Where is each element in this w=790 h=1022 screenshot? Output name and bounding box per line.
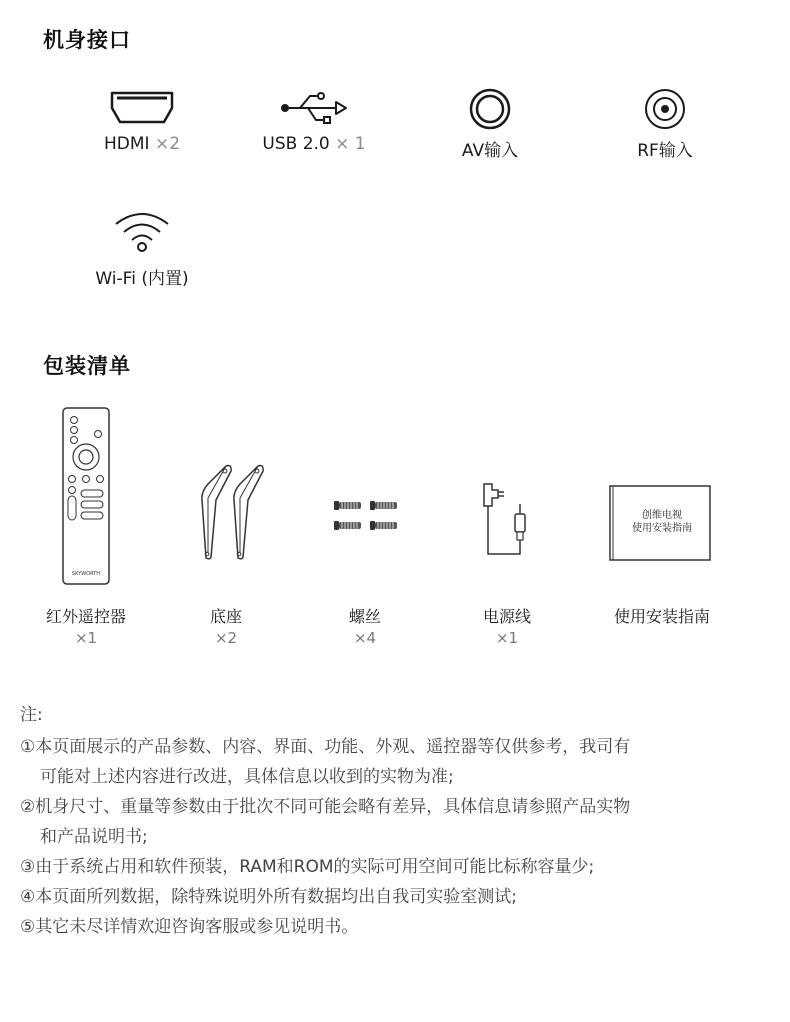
port-rf-label: RF输入 xyxy=(637,141,693,161)
rf-icon xyxy=(643,88,687,130)
usb-icon xyxy=(278,88,350,128)
notes-heading: 注: xyxy=(20,705,43,725)
package-item-name: 电源线 xyxy=(482,607,531,626)
port-wifi xyxy=(62,210,222,289)
manual-cover-line2: 使用安装指南 xyxy=(632,523,692,534)
screws-image xyxy=(334,498,398,534)
note-line: 和产品说明书; xyxy=(40,827,148,847)
note-line: ⑤其它未尽详情欢迎咨询客服或参见说明书。 xyxy=(20,917,359,937)
package-item-qty: ×2 xyxy=(214,629,238,647)
stand-image xyxy=(186,462,268,562)
package-item-remote xyxy=(16,604,156,647)
note-item-4 xyxy=(20,882,775,912)
package-item-stand xyxy=(156,604,296,647)
port-hdmi xyxy=(62,88,222,154)
notes-section xyxy=(20,700,775,942)
package-item-qty: ×1 xyxy=(495,629,519,647)
note-line: ③由于系统占用和软件预装，RAM和ROM的实际可用空间可能比标称容量少; xyxy=(20,857,595,877)
hdmi-icon xyxy=(109,88,175,128)
package-item-qty: ×1 xyxy=(74,629,98,647)
port-av xyxy=(410,88,570,161)
package-item-name: 底座 xyxy=(209,607,242,626)
note-item-3 xyxy=(20,852,775,882)
port-wifi-label: Wi-Fi (内置) xyxy=(95,269,189,289)
manual-cover-line1: 创维电视 xyxy=(642,510,682,521)
note-item-1 xyxy=(20,732,775,792)
wifi-icon xyxy=(112,210,172,254)
interfaces-title: 机身接口 xyxy=(43,28,131,52)
package-item-name: 使用安装指南 xyxy=(613,607,710,626)
port-usb-qty: × 1 xyxy=(335,134,366,154)
port-rf xyxy=(585,88,745,161)
remote-brand-text: SKYWORTH xyxy=(71,571,101,577)
note-item-5 xyxy=(20,912,775,942)
power-cable-image xyxy=(474,480,538,560)
port-av-label: AV输入 xyxy=(461,141,519,161)
note-line: ②机身尺寸、重量等参数由于批次不同可能会略有差异，具体信息请参照产品实物 xyxy=(20,797,631,817)
note-line: 可能对上述内容进行改进，具体信息以收到的实物为准; xyxy=(40,767,454,787)
package-title: 包装清单 xyxy=(43,354,131,378)
port-usb xyxy=(234,88,394,154)
port-usb-label: USB 2.0 × 1 xyxy=(262,134,366,154)
note-item-2 xyxy=(20,792,775,852)
package-item-manual xyxy=(592,604,732,629)
package-item-screws xyxy=(295,604,435,647)
package-item-name: 螺丝 xyxy=(348,607,381,626)
port-hdmi-label: HDMI ×2 xyxy=(103,134,181,154)
port-hdmi-qty: ×2 xyxy=(154,134,181,154)
note-line: ①本页面展示的产品参数、内容、界面、功能、外观、遥控器等仅供参考，我司有 xyxy=(20,737,631,757)
av-icon xyxy=(468,88,512,130)
package-item-power-cable xyxy=(437,604,577,647)
note-line: ④本页面所列数据，除特殊说明外所有数据均出自我司实验室测试; xyxy=(20,887,517,907)
package-item-qty: ×4 xyxy=(353,629,377,647)
manual-image xyxy=(608,484,712,562)
remote-control-image xyxy=(60,406,112,586)
package-item-name: 红外遥控器 xyxy=(45,607,126,626)
